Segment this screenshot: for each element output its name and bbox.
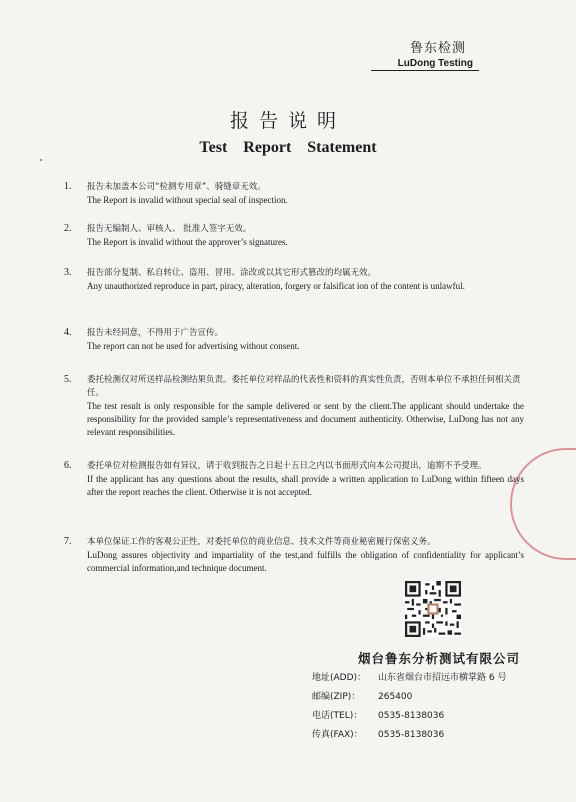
item-text-cn: 委托单位对检测报告如有异议，请于收到报告之日起十五日之内以书面形式向本公司提出，逾期不予受理。 (87, 461, 487, 471)
title-cn: 报告说明 (229, 110, 346, 132)
item-number: 7. (64, 536, 72, 547)
title-en: Test Report Statement (199, 139, 377, 156)
statement-item-4 (64, 327, 524, 353)
item-text-cn: 委托检测仅对所送样品检测结果负责。委托单位对样品的代表性和资料的真实性负责，否则本单位不承担任何相关责任。 (87, 375, 521, 398)
header-rule (371, 70, 479, 71)
item-text-en: Any unauthorized reproduce in part, piracy, alteration, forgery or falsificat ion of the content is unlawful. (87, 281, 465, 291)
item-text-cn: 本单位保证工作的客观公正性，对委托单位的商业信息、技术文件等商业秘密履行保密义务。 (87, 537, 436, 547)
tel-value: 0535-8138036 (378, 711, 445, 721)
statement-item-6 (64, 460, 524, 499)
zip-label: 邮编(ZIP)： (312, 692, 361, 702)
item-text-en: LuDong assures objectivity and impartiality of the test,and fulfills the obligation of confidentiality for applicant’s commercial information,and technique document. (87, 550, 524, 573)
item-text-en: The Report is invalid without special seal of inspection. (87, 195, 288, 205)
address-value: 山东省烟台市招远市横掌路 6 号 (378, 673, 507, 683)
statement-item-2 (64, 223, 524, 249)
fax-label: 传真(FAX)： (312, 730, 363, 740)
header-brand-cn: 鲁东检测 (409, 41, 466, 56)
item-number: 2. (64, 223, 72, 234)
qr-code-icon (405, 581, 461, 637)
zip-value: 265400 (378, 692, 413, 702)
tel-label: 电话(TEL)： (312, 711, 363, 721)
item-text-en: The report can not be used for advertising without consent. (87, 341, 300, 351)
fax-value: 0535-8138036 (378, 730, 445, 740)
item-number: 4. (64, 327, 72, 338)
statement-item-7 (64, 536, 524, 575)
contact-zip (312, 689, 412, 702)
item-number: 3. (64, 267, 72, 278)
item-text-cn: 报告无编制人、审核人、 批准人签字无效。 (87, 224, 252, 234)
contact-address (312, 670, 506, 683)
header-brand-en: LuDong Testing (397, 58, 473, 69)
item-number: 6. (64, 460, 72, 471)
scan-speck (40, 159, 42, 161)
company-name: 烟台鲁东分析测试有限公司 (358, 651, 521, 666)
item-text-cn: 报告部分复制、私自转让、盗用、冒用、涂改或以其它形式篡改的均属无效。 (87, 268, 377, 278)
statement-item-1 (64, 181, 524, 207)
item-text-en: The test result is only responsible for the sample delivered or sent by the client.The applicant should undertake the responsibility for the provided sample’s representativeness and document authenticity. Otherwise, LuDong has not any relevant responsibilities. (87, 401, 524, 437)
item-text-en: If the applicant has any questions about the results, shall provide a written application to LuDong within fifteen days after the report reaches the client. Otherwise it is not accepted. (87, 474, 524, 497)
item-text-en: The Report is invalid without the approver’s signatures. (87, 237, 288, 247)
item-number: 5. (64, 374, 72, 385)
item-text-cn: 报告未加盖本公司“检测专用章”、骑缝章无效。 (87, 182, 266, 192)
contact-fax (312, 727, 444, 740)
item-number: 1. (64, 181, 72, 192)
statement-item-5 (64, 374, 524, 439)
item-text-cn: 报告未经同意，不得用于广告宣传。 (87, 328, 224, 338)
address-label: 地址(ADD)： (312, 673, 367, 683)
contact-tel (312, 708, 444, 721)
statement-item-3 (64, 267, 524, 293)
